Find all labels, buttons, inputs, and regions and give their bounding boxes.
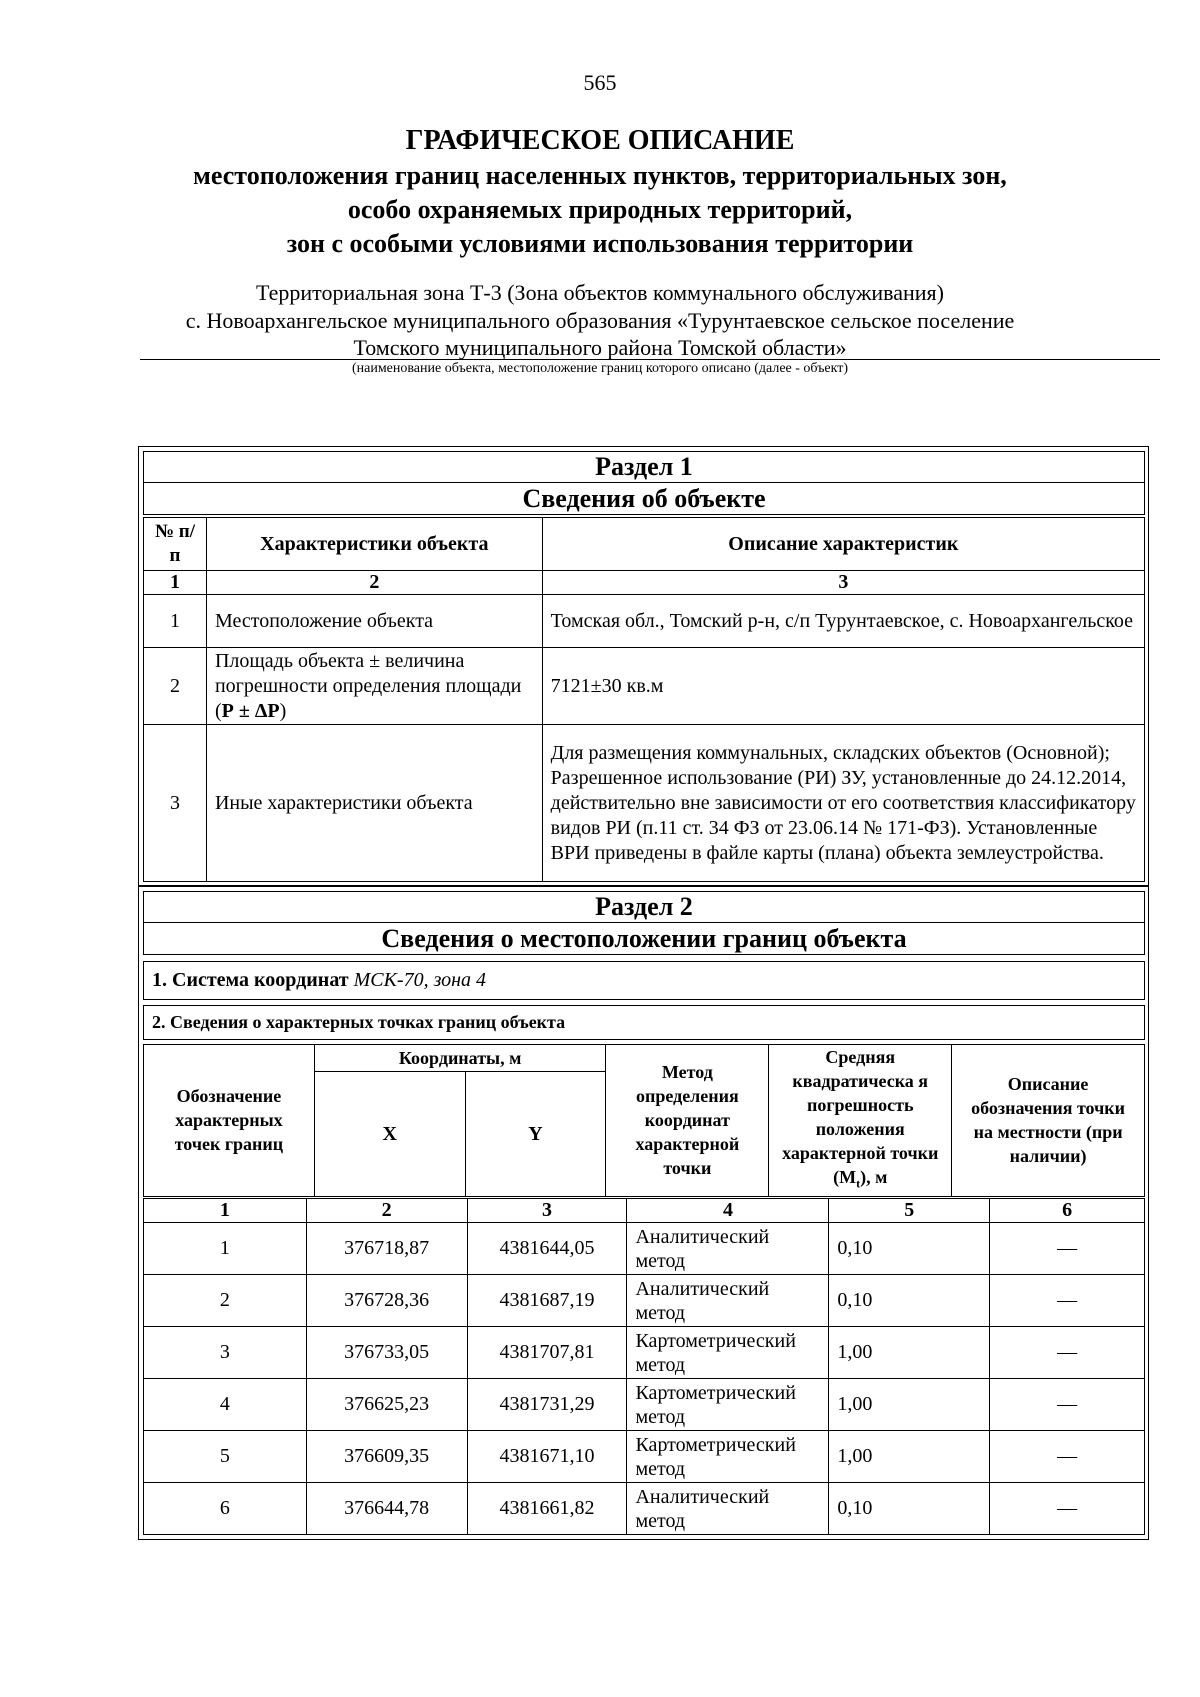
point-id: 2 [144, 1275, 307, 1327]
document-subtitle-line-1: местоположения границ населенных пунктов, территориальных зон, [193, 161, 1007, 190]
point-id: 5 [144, 1431, 307, 1483]
point-id: 4 [144, 1379, 307, 1431]
coord-system-value: МСК-70, зона 4 [353, 969, 487, 991]
section2-subtitle: Сведения о местоположении границ объекта [144, 923, 1145, 955]
point-method: Картометрический метод [627, 1379, 829, 1431]
header-num: № п/п [144, 518, 207, 571]
points-col-number-1: 1 [144, 1199, 307, 1223]
point-description: — [990, 1379, 1145, 1431]
points-col-number-6: 6 [990, 1199, 1145, 1223]
section2-table [143, 891, 1145, 955]
point-x: 376733,05 [306, 1327, 467, 1379]
point-x: 376625,23 [306, 1379, 467, 1431]
point-method: Аналитический метод [627, 1223, 829, 1275]
coord-system [144, 962, 1145, 1000]
section1-data-table [143, 517, 1145, 882]
document-title: ГРАФИЧЕСКОЕ ОПИСАНИЕ [405, 125, 795, 156]
points-col-number-5: 5 [829, 1199, 990, 1223]
row-name-bold: Р ± ΔР [221, 699, 280, 722]
coord-system-label: 1. Система координат [152, 969, 349, 991]
col-number-3: 3 [542, 571, 1144, 595]
header-y: Y [465, 1071, 606, 1196]
row-num: 2 [144, 648, 207, 725]
header-error-suffix: ), м [860, 1167, 888, 1187]
row-num: 1 [144, 595, 207, 648]
points-col-number-2: 2 [306, 1199, 467, 1223]
object-name-line-3: Томского муниципального района Томской области» [353, 335, 847, 360]
point-error: 1,00 [829, 1379, 990, 1431]
point-y: 4381671,10 [467, 1431, 627, 1483]
point-description: — [990, 1483, 1145, 1535]
object-name-line-2: с. Новоархангельское муниципального образования «Турунтаевское сельское поселение [185, 308, 1015, 333]
row-name: Местоположение объекта [206, 595, 542, 648]
header-method: Метод определения координат характерной точки [606, 1045, 769, 1197]
header-description: Описание характеристик [542, 518, 1144, 571]
point-method: Картометрический метод [627, 1431, 829, 1483]
header-error-prefix: Средняя квадратическа я погрешность положения характерной точки (M [782, 1047, 939, 1187]
point-x: 376644,78 [306, 1483, 467, 1535]
object-name-line-1: Территориальная зона Т-3 (Зона объектов коммунального обслуживания) [256, 280, 944, 305]
section2-title: Раздел 2 [144, 892, 1145, 923]
table-row [144, 1327, 1145, 1379]
point-error: 1,00 [829, 1431, 990, 1483]
row-name: Иные характеристики объекта [206, 725, 542, 882]
header-characteristics: Характеристики объекта [206, 518, 542, 571]
point-method: Аналитический метод [627, 1275, 829, 1327]
point-description: — [990, 1327, 1145, 1379]
col-number-1: 1 [144, 571, 207, 595]
header-point-description: Описание обозначения точки на местности (при наличии) [952, 1045, 1145, 1197]
col-number-2: 2 [206, 571, 542, 595]
row-value: 7121±30 кв.м [542, 648, 1144, 725]
section1-subtitle: Сведения об объекте [144, 483, 1145, 515]
document-subtitle-line-2: особо охраняемых природных территорий, [347, 195, 853, 224]
points-col-number-3: 3 [467, 1199, 627, 1223]
section1-table [143, 451, 1145, 515]
point-error: 0,10 [829, 1275, 990, 1327]
section1-title: Раздел 1 [144, 452, 1145, 483]
row-name-prefix: Площадь объекта ± величина погрешности определения площади ( [214, 649, 522, 722]
page-number: 565 [583, 70, 617, 95]
point-id: 3 [144, 1327, 307, 1379]
point-y: 4381687,19 [467, 1275, 627, 1327]
document-subtitle-line-3: зон с особыми условиями использования территории [286, 229, 914, 258]
row-name [206, 648, 542, 725]
header-error-sub: t [856, 1176, 861, 1191]
coord-system-table [143, 961, 1145, 1000]
header-x: X [314, 1071, 465, 1196]
point-y: 4381661,82 [467, 1483, 627, 1535]
object-name-underline [140, 359, 1160, 360]
points-title: 2. Сведения о характерных точках границ объекта [144, 1006, 1145, 1040]
point-x: 376718,87 [306, 1223, 467, 1275]
points-col-number-4: 4 [627, 1199, 829, 1223]
point-id: 6 [144, 1483, 307, 1535]
object-name-caption: (наименование объекта, местоположение границ которого описано (далее - объект) [351, 361, 849, 376]
point-description: — [990, 1223, 1145, 1275]
table-row [144, 1223, 1145, 1275]
point-id: 1 [144, 1223, 307, 1275]
points-table [143, 1198, 1145, 1535]
row-value: Томская обл., Томский р-н, с/п Турунтаевское, с. Новоархангельское [542, 595, 1144, 648]
point-x: 376609,35 [306, 1431, 467, 1483]
point-error: 0,10 [829, 1483, 990, 1535]
point-y: 4381707,81 [467, 1327, 627, 1379]
header-error [769, 1045, 952, 1197]
point-y: 4381644,05 [467, 1223, 627, 1275]
header-designation: Обозначение характерных точек границ [144, 1045, 315, 1197]
table-row [144, 1275, 1145, 1327]
point-y: 4381731,29 [467, 1379, 627, 1431]
point-method: Аналитический метод [627, 1483, 829, 1535]
point-description: — [990, 1275, 1145, 1327]
header-coordinates: Координаты, м [314, 1045, 606, 1072]
row-value: Для размещения коммунальных, складских объектов (Основной); Разрешенное использование (РИ) ЗУ, установленные до 24.12.2014, действительно вне зависимости от его соответствия классификатору видов РИ (п.11 ст. 34 ФЗ от 23.06.14 № 171-ФЗ). Установленные ВРИ приведены в файле карты (плана) объекта землеустройства. [542, 725, 1144, 882]
point-x: 376728,36 [306, 1275, 467, 1327]
point-description: — [990, 1431, 1145, 1483]
table-row [144, 1431, 1145, 1483]
table-row [144, 1483, 1145, 1535]
points-header-table [143, 1044, 1145, 1197]
point-error: 0,10 [829, 1223, 990, 1275]
row-num: 3 [144, 725, 207, 882]
points-title-table [143, 1005, 1145, 1040]
point-error: 1,00 [829, 1327, 990, 1379]
row-name-suffix: ) [279, 699, 287, 722]
table-row [144, 1379, 1145, 1431]
point-method: Картометрический метод [627, 1327, 829, 1379]
